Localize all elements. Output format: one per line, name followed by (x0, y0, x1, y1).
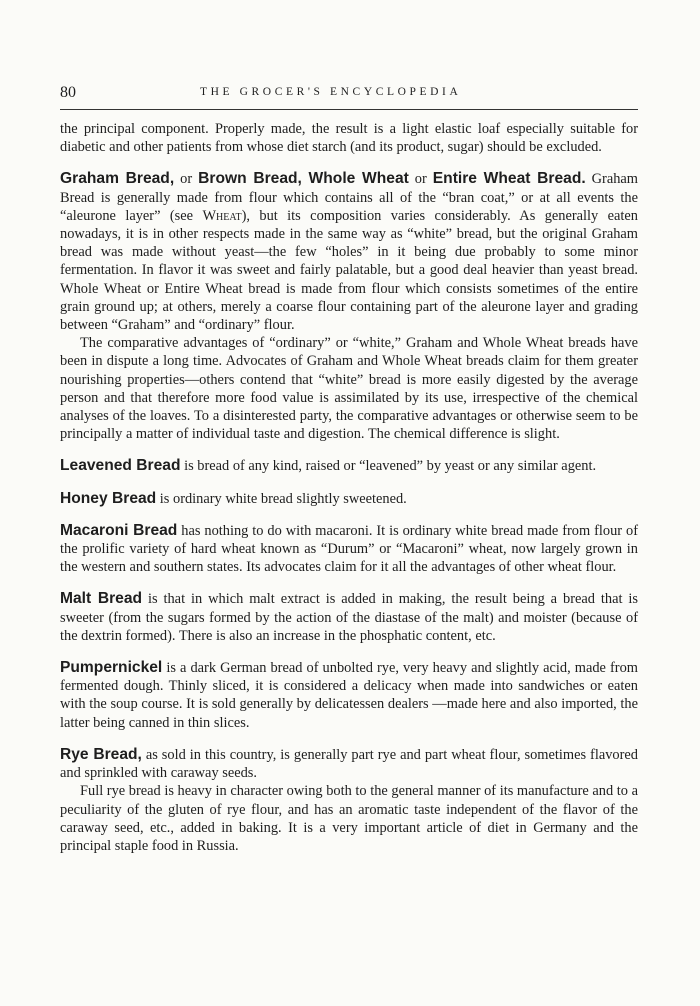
entry-malt-bread (60, 590, 638, 645)
paragraph: the principal component. Properly made, the result is a light elastic loaf especially suitable for diabetic and other patients from whose diet starch (and its product, sugar) should be excluded. (60, 121, 638, 156)
entry-pumpernickel (60, 659, 638, 732)
entry-heading: Rye Bread, (60, 745, 142, 763)
entry-heading: Pumpernickel (60, 659, 163, 677)
entry-leavened-bread (60, 457, 638, 475)
entry-body: is that in which malt extract is added in making, the result being a bread that is sweeter (from the sugars formed by the action of the diastase of the malt) and moister (because of the dextrin formed). There is also an increase in the phosphatic content, etc. (60, 591, 638, 644)
paragraph (60, 590, 638, 645)
header-rule (60, 109, 638, 110)
entry-heading: Leavened Bread (60, 457, 181, 475)
cross-reference: Wheat (202, 207, 242, 224)
page-number: 80 (60, 84, 76, 101)
entry-macaroni-bread (60, 522, 638, 577)
entry-rye-bread (60, 746, 638, 855)
book-page (60, 84, 638, 855)
connector-text: or (174, 171, 199, 188)
paragraph: Full rye bread is heavy in character owing both to the general manner of its manufacture and to a peculiarity of the gluten of rye flour, and has an aromatic taste independent of the flavor of the caraway seed, etc., added in baking. It is a very important article of diet in Germany and the principal staple food in Russia. (60, 783, 638, 854)
entry-heading: Brown Bread, Whole Wheat (198, 170, 409, 188)
entry-heading: Graham Bread, (60, 170, 175, 188)
entry-honey-bread (60, 490, 638, 508)
paragraph (60, 170, 638, 334)
paragraph: The comparative advantages of “ordinary” or “white,” Graham and Whole Wheat breads have been in dispute a long time. Advocates of Graham and Whole Wheat breads claim for them greater nourishing properties—others contend that “white” bread is more easily digested by the average person and that therefore more food value is assimilated by its use, irrespective of the chemical analyses of the loaves. To a disinterested party, the comparative advantages or otherwise seem to be principally a matter of individual taste and digestion. The chemical difference is slight. (60, 335, 638, 443)
entry-body: has nothing to do with macaroni. It is ordinary white bread made from flour of the prolific variety of hard wheat known as “Durum” or “Macaroni” wheat, now largely grown in the western and southern states. Its advocates claim for it all the advantages of other wheat flour. (60, 522, 639, 576)
running-title: THE GROCER'S ENCYCLOPEDIA (200, 86, 462, 98)
paragraph (60, 522, 638, 577)
paragraph (60, 490, 638, 508)
continuation-paragraph (60, 120, 638, 156)
paragraph (60, 746, 638, 782)
entry-body: as sold in this country, is generally part rye and part wheat flour, sometimes flavored and sprinkled with caraway seeds. (60, 746, 638, 782)
entry-body: is bread of any kind, raised or “leavened” by yeast or any similar agent. (180, 458, 597, 475)
entry-graham-bread (60, 170, 638, 443)
entry-body: Graham Bread is generally made from flour which contains all of the “bran coat,” or at all events the “aleurone layer” (see (60, 171, 639, 224)
paragraph (60, 659, 638, 732)
entry-heading: Honey Bread (60, 489, 157, 507)
entry-body: is ordinary white bread slightly sweetened. (156, 490, 407, 507)
entry-heading: Macaroni Bread (60, 521, 178, 539)
paragraph (60, 457, 638, 475)
entry-body: ), but its composition varies considerably. As generally eaten nowadays, it is in other respects made in the same way as “white” bread, but the original Graham bread was made without yeast—the few “holes” in it being due probably to some minor fermentation. In flavor it was sweet and fairly palatable, but a good deal heavier than yeast bread. Whole Wheat or Entire Wheat bread is made from flour which consists sometimes of the entire grain ground up; at others, merely a coarse flour containing part of the aleurone layer and grading between “Graham” and “ordinary” flour. (60, 207, 638, 334)
entry-heading: Malt Bread (60, 590, 143, 608)
connector-text: or (408, 171, 433, 188)
entry-body: is a dark German bread of unbolted rye, very heavy and slightly acid, made from fermented dough. Thinly sliced, it is considered a delicacy when made into sandwiches or eaten with the soup course. It is sold generally by delicatessen dealers —made here and also imported, the latter being canned in thin slices. (60, 660, 638, 731)
entry-heading: Entire Wheat Bread. (432, 170, 586, 188)
page-header (60, 84, 638, 104)
